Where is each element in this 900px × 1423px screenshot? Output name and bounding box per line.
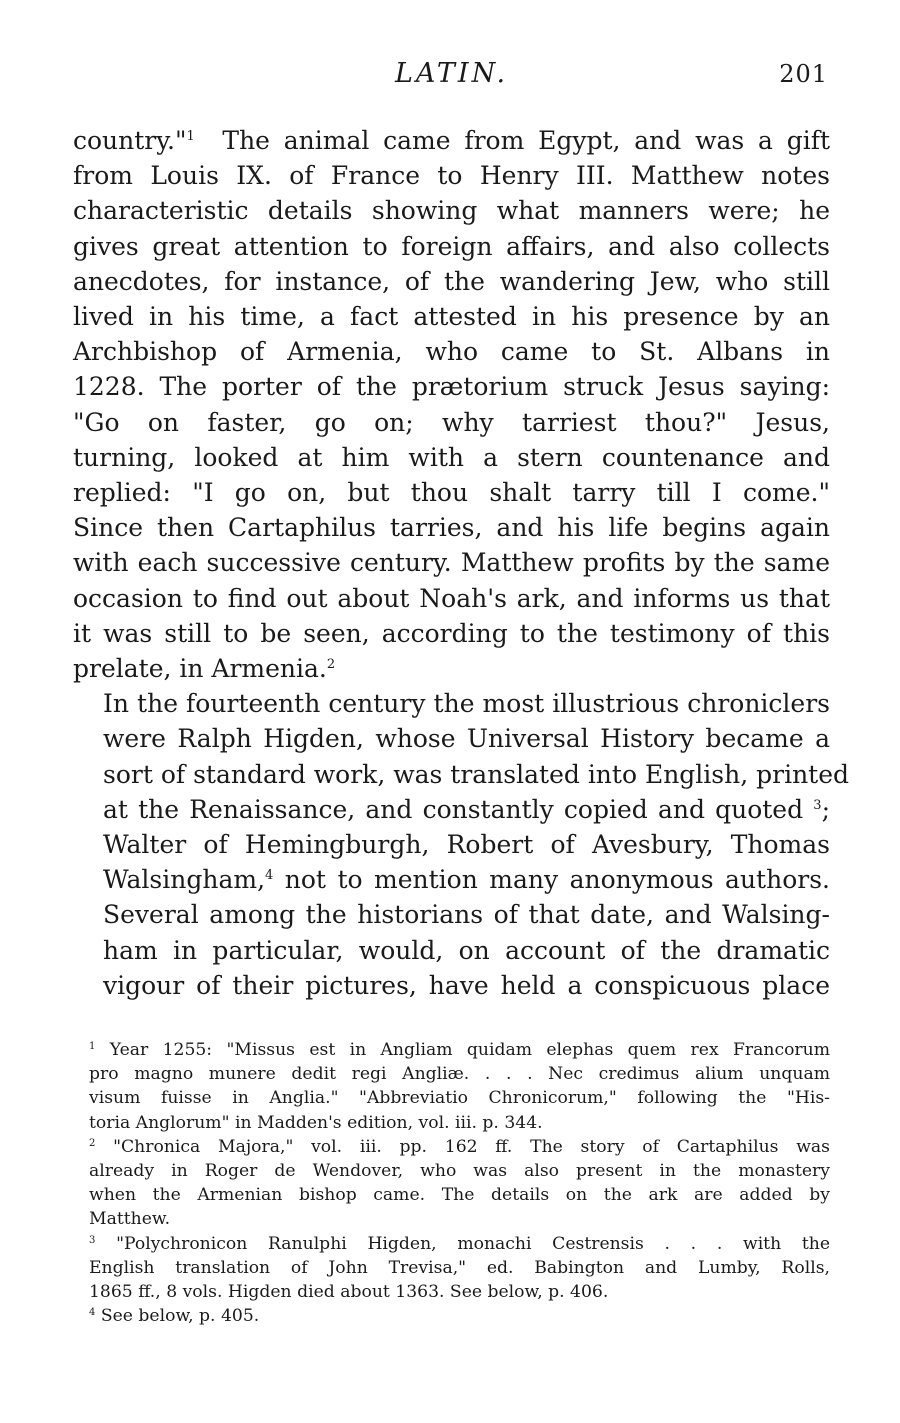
footnote-4 [75,1304,830,1328]
text-line: gives great attention to foreign affairs, and also collects [73,231,830,261]
footnote-line: English translation of John Trevisa," ed. Babington and Lumby, Rolls, [89,1257,830,1278]
paragraph-1 [73,123,830,686]
text-line: with each successive century. Matthew profits by the same [73,548,830,578]
text-line: Several among the historians of that date, and Walsing- [103,900,830,930]
footnote-3 [75,1232,830,1305]
text-line: turning, looked at him with a stern countenance and [73,442,830,472]
footnote-marker: 3 [89,1234,96,1246]
footnote-line: when the Armenian bishop came. The details on the ark are added by [89,1185,830,1206]
text-line: Since then Cartaphilus tarries, and his life begins again [73,513,830,543]
text-line: lived in his time, a fact attested in his presence by an [73,302,830,332]
text-line: anecdotes, for instance, of the wandering Jew, who still [73,266,830,296]
text-line: Archbishop of Armenia, who came to St. Albans in [73,337,830,367]
main-text [73,123,850,1003]
footnote-ref-4: 4 [265,868,274,884]
text-line: from Louis IX. of France to Henry III. Matthew notes [73,161,830,191]
footnote-line: $^1$ Year 1255: "Missus est in Angliam quidam elephas quem rex Francorum [89,1040,831,1060]
footnote-marker: 2 [89,1137,96,1149]
footnote-line: 1865 ff., 8 vols. Higden died about 1363. See below, p. 406. [89,1282,609,1303]
page-number: 201 [779,60,828,88]
footnote-line: $^2$ "Chronica Majora," vol. iii. pp. 162 ff. The story of Cartaphilus was [89,1136,830,1157]
footnote-line: $^4$ See below, p. 405. [89,1306,260,1327]
paragraph-2 [73,686,850,1003]
footnote-ref-1: 1 [186,129,195,144]
footnote-marker: 1 [89,1041,96,1052]
text-line: occasion to find out about Noah's ark, and informs us that [73,583,830,613]
text-line: vigour of their pictures, have held a conspicuous place [103,970,830,1000]
footnote-line: $^3$ "Polychronicon Ranulphi Higden, monachi Cestrensis . . . with the [89,1233,831,1254]
text-line: Walter of Hemingburgh, Robert of Avesbury, Thomas [103,830,830,860]
footnote-line: already in Roger de Wendover, who was also present in the monastery [89,1161,830,1182]
footnotes [75,1038,830,1328]
text-line: sort of standard work, was translated into English, printed [103,759,850,789]
text-line: were Ralph Higden, whose Universal History became a [103,724,830,754]
text-line: country."$^1$ The animal came from Egypt, and was a gift [73,126,830,155]
footnote-marker: 4 [89,1307,96,1319]
text-line: prelate, in Armenia.$^2$ [73,654,336,684]
footnote-line: toria Anglorum" in Madden's edition, vol. iii. p. 344. [89,1112,543,1133]
running-title: LATIN. [394,58,509,89]
text-line: Walsingham,$^4$ not to mention many anonymous authors. [103,865,830,895]
text-line: characteristic details showing what manners were; he [73,196,830,226]
footnote-2 [75,1135,830,1232]
text-line: replied: "I go on, but thou shalt tarry till I come." [73,478,830,508]
text-line: at the Renaissance, and constantly copied and quoted $^3$; [103,794,830,824]
text-line: "Go on faster, go on; why tarriest thou?" Jesus, [73,407,830,437]
footnote-line: visum fuisse in Anglia." "Abbreviatio Chronicorum," following the "His- [89,1088,830,1109]
footnote-line: pro magno munere dedit regi Angliæ. . . . Nec credimus alium unquam [89,1064,830,1085]
footnote-1 [75,1038,830,1135]
page-header [75,58,828,98]
text-line: it was still to be seen, according to the testimony of this [73,618,830,648]
text-line: 1228. The porter of the prætorium struck Jesus saying: [73,372,830,402]
footnote-line: Matthew. [89,1209,171,1230]
footnote-ref-2: 2 [326,657,336,673]
text-line: ham in particular, would, on account of the dramatic [103,935,830,965]
text-line: In the fourteenth century the most illustrious chroniclers [103,689,830,719]
footnote-ref-3: 3 [813,797,822,813]
